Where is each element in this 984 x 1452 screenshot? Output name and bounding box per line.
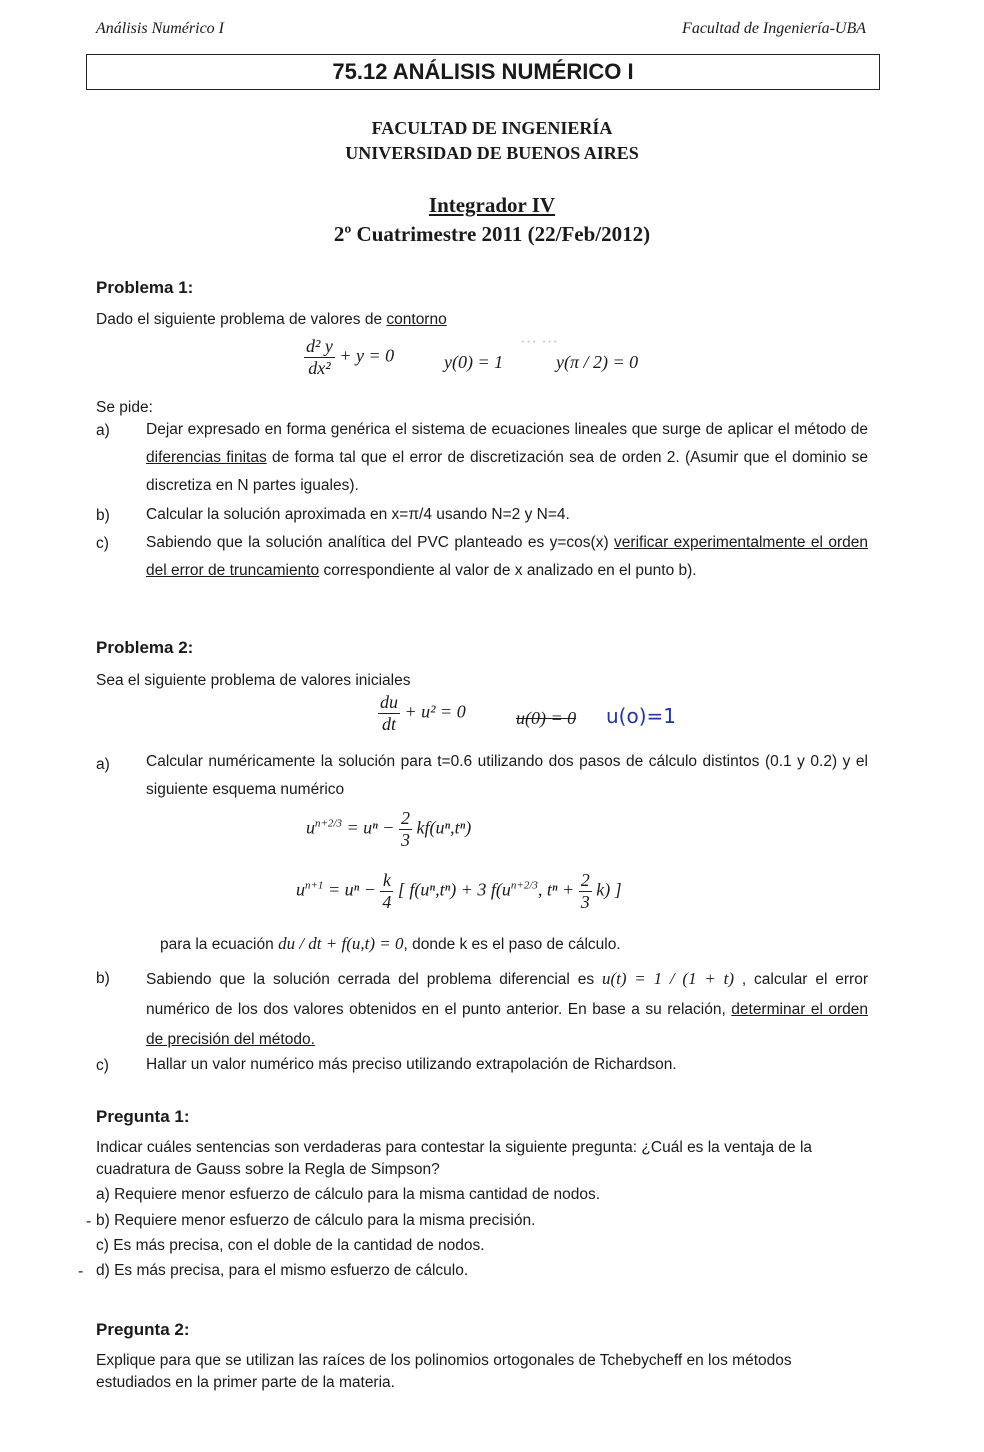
problema1-se-pide: Se pide: xyxy=(96,399,153,416)
header-faculty: Facultad de Ingeniería-UBA xyxy=(682,20,866,37)
problema1-bc2: y(π / 2) = 0 xyxy=(556,352,639,372)
institution-line-2: UNIVERSIDAD DE BUENOS AIRES xyxy=(345,143,639,163)
exam-date: 2º Cuatrimestre 2011 (22/Feb/2012) xyxy=(333,222,651,246)
pregunta2-text: Explique para que se utilizan las raíces de los polinomios ortogonales de Tchebycheff en los métodos estudiados en la primer parte de la materia. xyxy=(96,1352,792,1391)
problema1-intro: Dado el siguiente problema de valores de contorno xyxy=(96,311,447,328)
problema1-heading: Problema 1: xyxy=(96,278,194,297)
problema2-a-letter: a) xyxy=(96,756,110,773)
mark-option-b: - xyxy=(86,1213,92,1230)
problema2-b-letter: b) xyxy=(96,970,110,987)
header-course: Análisis Numérico I xyxy=(96,20,224,37)
problema1-b-text: Calcular la solución aproximada en x=π/4 usando N=2 y N=4. xyxy=(146,506,570,523)
problema1-c-letter: c) xyxy=(96,535,109,552)
problema2-heading: Problema 2: xyxy=(96,638,194,657)
bleedthrough-text: ··· ··· xyxy=(520,332,559,351)
problema2-ic-handwritten: u(o)=1 xyxy=(606,704,676,728)
pregunta1-option-a: a) Requiere menor esfuerzo de cálculo para la misma cantidad de nodos. xyxy=(96,1186,601,1203)
exam-title: Integrador IV xyxy=(428,193,556,217)
scheme-eq-1: $u^{n+2/3} = u^n$ − $\frac{2}{3}$ kf(uⁿ,tⁿ) xyxy=(306,808,472,850)
problema2-ic-struck: u(0) = 0 xyxy=(516,708,577,728)
problema1-a-letter: a) xyxy=(96,422,110,439)
pregunta1-option-c: c) Es más precisa, con el doble de la cantidad de nodos. xyxy=(96,1237,485,1254)
problema1-equation: $\frac{\text{d² y}}{\text{dx²}}$ + y = 0 xyxy=(306,336,395,378)
pregunta1-intro: Indicar cuáles sentencias son verdaderas para contestar la siguiente pregunta: ¿Cuál es la ventaja de la cuadratura de Gauss sobre la Regla de Simpson? xyxy=(96,1139,813,1178)
problema2-para-text: para la ecuación du / dt + f(u,t) = 0, donde k es el paso de cálculo. xyxy=(160,934,621,953)
pregunta2-heading: Pregunta 2: xyxy=(96,1320,190,1339)
problema2-equation: $\frac{du}{dt}$ + u² = 0 xyxy=(380,692,466,734)
mark-option-d: - xyxy=(78,1263,84,1280)
problema1-c-text: Sabiendo que la solución analítica del PVC planteado es y=cos(x) verificar experimentalmente el orden del error de truncamiento correspondiente al valor de x analizado en el punto b). xyxy=(146,534,869,579)
pregunta1-option-b: b) Requiere menor esfuerzo de cálculo para la misma precisión. xyxy=(96,1212,536,1229)
pregunta1-heading: Pregunta 1: xyxy=(96,1107,190,1126)
problema2-b-text: Sabiendo que la solución cerrada del problema diferencial es u(t) = 1 / (1 + t) , calcular el error numérico de los dos valores obtenidos en el punto anterior. En base a su relación, determinar el orden de precisión del método. xyxy=(146,969,868,1048)
problema1-a-text: Dejar expresado en forma genérica el sistema de ecuaciones lineales que surge de aplicar el método de diferencias finitas de forma tal que el error de discretización sea de orden 2. (Asumir que el dominio se discretiza en N partes iguales). xyxy=(146,421,868,494)
problema1-bc1: y(0) = 1 xyxy=(444,352,504,372)
problema2-c-letter: c) xyxy=(96,1057,109,1074)
problema2-intro: Sea el siguiente problema de valores iniciales xyxy=(96,672,411,689)
pregunta1-option-d: d) Es más precisa, para el mismo esfuerzo de cálculo. xyxy=(96,1262,469,1279)
scheme-eq-2: $u^{n+1} = u^n$ − $\frac{k}{4}$ [ f(uⁿ,tⁿ) + 3 $f(u^{n+2/3}$, tⁿ + $\frac{2}{3}$ k) ] xyxy=(296,870,622,912)
problema2-a-text: Calcular numéricamente la solución para t=0.6 utilizando dos pasos de cálculo distintos (0.1 y 0.2) y el siguiente esquema numérico xyxy=(146,753,868,798)
problema2-c-text: Hallar un valor numérico más preciso utilizando extrapolación de Richardson. xyxy=(146,1056,677,1073)
problema1-b-letter: b) xyxy=(96,507,110,524)
course-title: 75.12 ANÁLISIS NUMÉRICO I xyxy=(86,54,880,90)
institution-line-1: FACULTAD DE INGENIERÍA xyxy=(371,118,613,138)
